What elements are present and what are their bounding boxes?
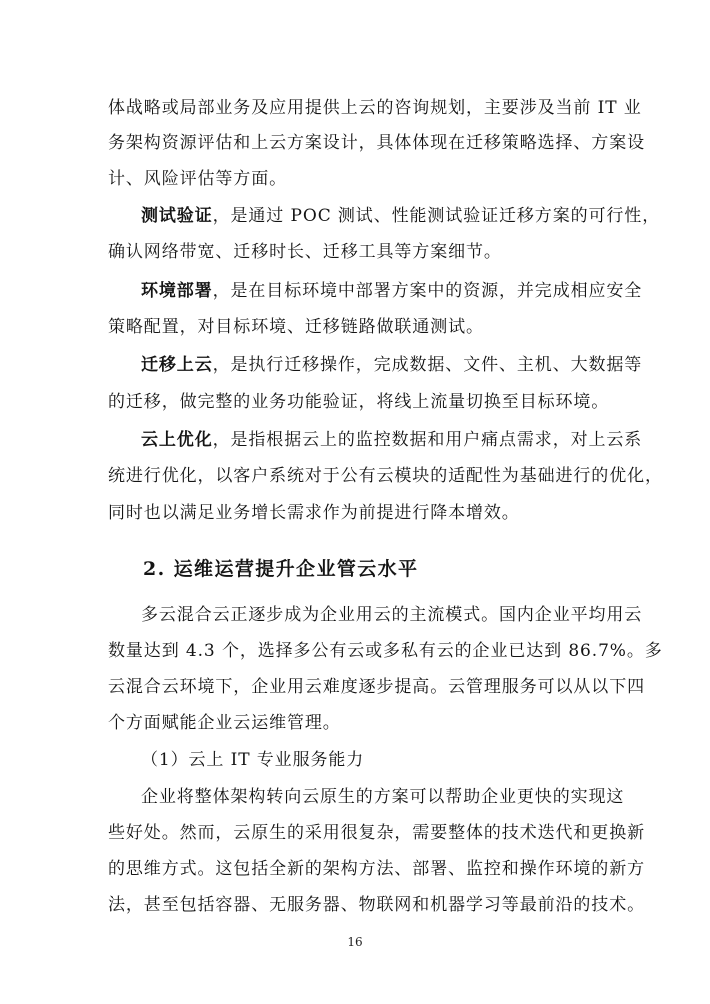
paragraph-line: 的迁移，做完整的业务功能验证，将线上流量切换至目标环境。: [108, 392, 610, 412]
paragraph-text: ，是执行迁移操作，完成数据、文件、主机、大数据等: [212, 355, 643, 375]
paragraph-line: 些好处。然而，云原生的采用很复杂，需要整体的技术迭代和更换新: [108, 823, 645, 843]
paragraph-line: 策略配置，对目标环境、迁移链路做联通测试。: [108, 317, 484, 337]
paragraph-line: 务架构资源评估和上云方案设计，具体体现在迁移策略选择、方案设: [108, 133, 645, 153]
paragraph-line: 数量达到 4.3 个，选择多公有云或多私有云的企业已达到 86.7%。多: [108, 641, 663, 661]
bold-term: 测试验证: [141, 206, 213, 226]
paragraph-line: [141, 208, 660, 225]
paragraph-text: ，是指根据云上的监控数据和用户痛点需求，对上云系: [212, 430, 643, 450]
paragraph-line: 计、风险评估等方面。: [108, 169, 287, 189]
paragraph-line: 的思维方式。这包括全新的架构方法、部署、监控和操作环境的新方: [108, 859, 645, 879]
paragraph-line: 同时也以满足业务增长需求作为前提进行降本增效。: [108, 503, 520, 523]
paragraph-line: 法，甚至包括容器、无服务器、物联网和机器学习等最前沿的技术。: [108, 895, 645, 915]
paragraph-line: [141, 283, 642, 300]
paragraph-line: 多云混合云正逐步成为企业用云的主流模式。国内企业平均用云: [141, 605, 643, 625]
paragraph-line: 统进行优化，以客户系统对于公有云模块的适配性为基础进行的优化，: [108, 466, 663, 486]
bold-term: 迁移上云: [141, 355, 213, 375]
page-number: 16: [347, 935, 363, 949]
section-heading: 2. 运维运营提升企业管云水平: [143, 558, 419, 580]
paragraph-line: 确认网络带宽、迁移时长、迁移工具等方案细节。: [108, 242, 502, 262]
paragraph-text: ，是通过 POC 测试、性能测试验证迁移方案的可行性，: [212, 206, 661, 226]
bold-term: 云上优化: [141, 430, 213, 450]
subsection-heading: （1）云上 IT 专业服务能力: [141, 750, 365, 770]
paragraph-line: [141, 432, 642, 449]
paragraph-line: 企业将整体架构转向云原生的方案可以帮助企业更快的实现这: [141, 787, 625, 807]
paragraph-line: 云混合云环境下，企业用云难度逐步提高。云管理服务可以从以下四: [108, 677, 645, 697]
paragraph-text: ，是在目标环境中部署方案中的资源，并完成相应安全: [212, 281, 643, 301]
paragraph-line: 个方面赋能企业云运维管理。: [108, 713, 341, 733]
paragraph-line: [141, 357, 642, 374]
bold-term: 环境部署: [141, 281, 213, 301]
paragraph-line: 体战略或局部业务及应用提供上云的咨询规划，主要涉及当前 IT 业: [108, 98, 642, 118]
